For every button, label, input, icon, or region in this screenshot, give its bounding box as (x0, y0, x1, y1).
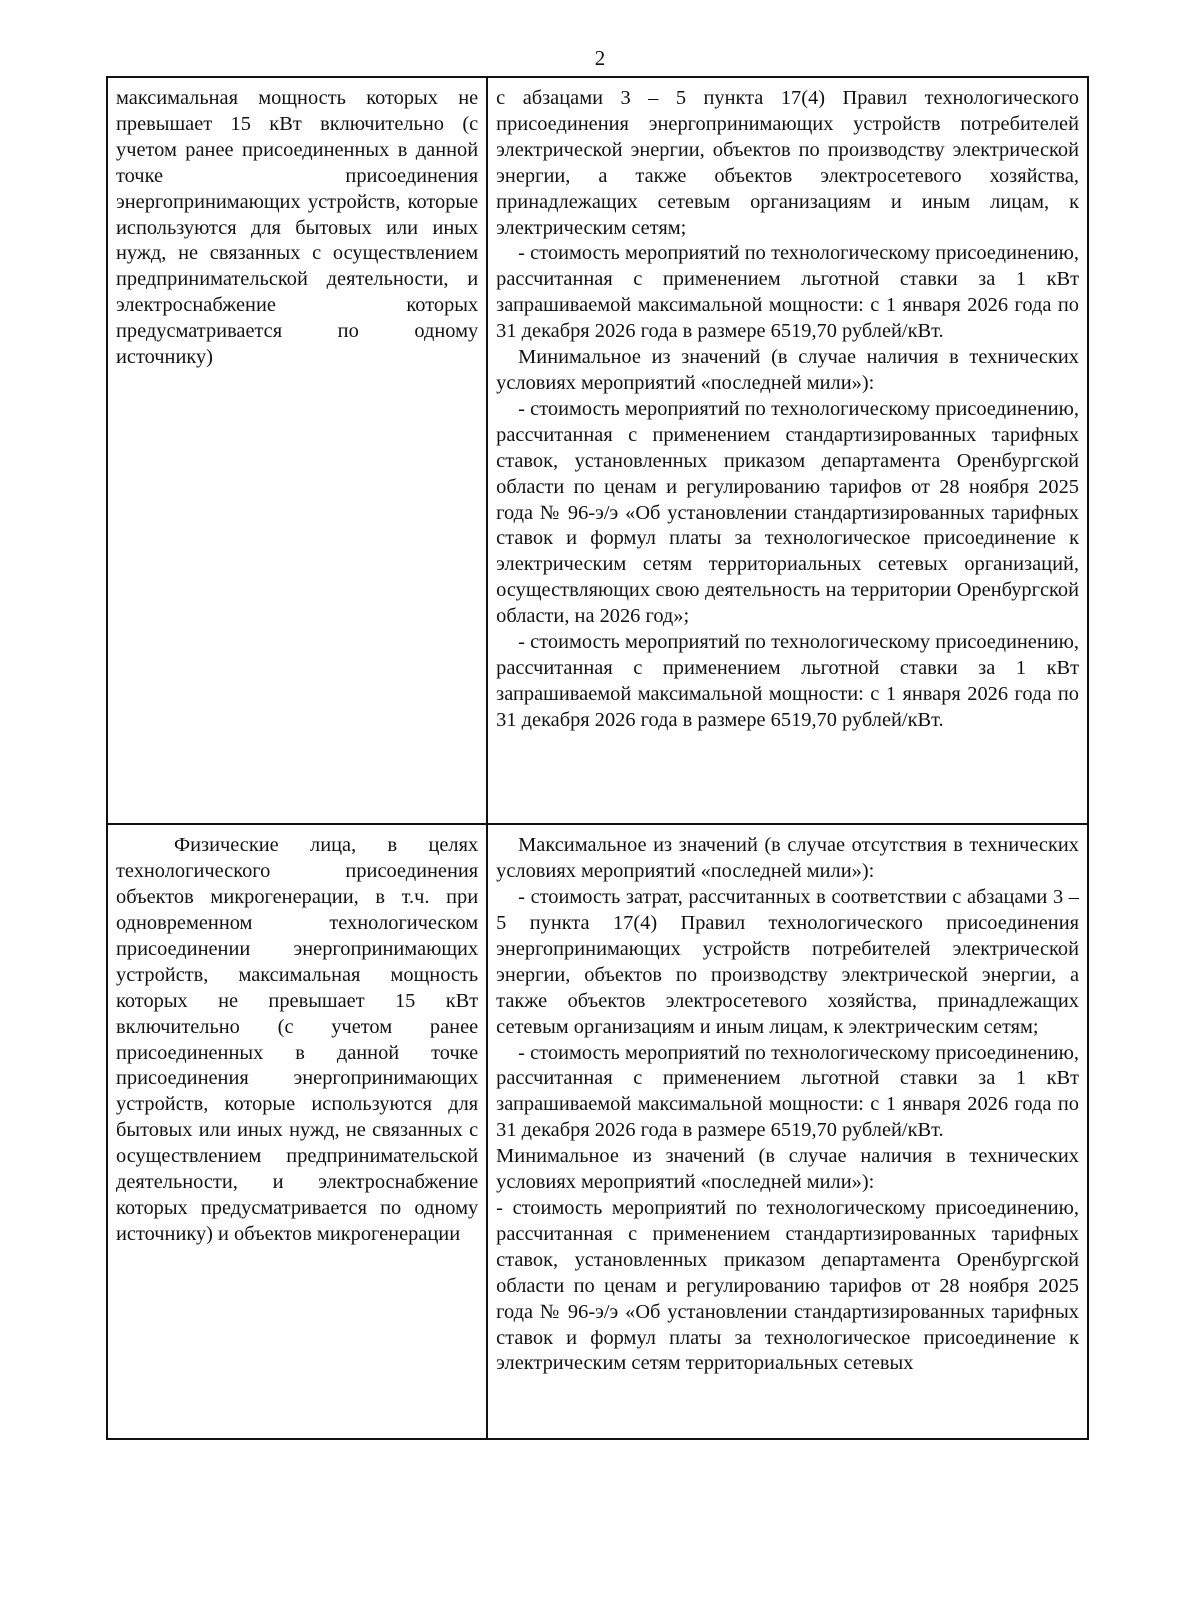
category-cell (107, 77, 487, 824)
cost-paragraph: - стоимость мероприятий по технологическому присоединению, рассчитанная с применением стандартизированных тарифных ставок, установленных приказом департамента Оренбургской области по ценам и регулированию тарифов от 28 ноября 2025 года № 96-э/э «Об установлении стандартизированных тарифных ставок и формул платы за технологическое присоединение к электрическим сетям территориальных сетевых организаций, осуществляющих свою деятельность на территории Оренбургской области, на 2026 год»; (496, 397, 1079, 628)
page-number: 2 (594, 46, 606, 70)
cost-paragraph: - стоимость затрат, рассчитанных в соответствии с абзацами 3 – 5 пункта 17(4) Правил технологического присоединения энергопринимающих устройств потребителей электрической энергии, объектов по производству электрической энергии, а также объектов электросетевого хозяйства, принадлежащих сетевым организациям и иным лицам, к электрическим сетям; (496, 886, 1079, 1038)
cost-paragraph: - стоимость мероприятий по технологическому присоединению, рассчитанная с применением льготной ставки за 1 кВт запрашиваемой максимальной мощности: с 1 января 2026 года по 31 декабря 2026 года в размере 6519,70 рублей/кВт. (496, 1041, 1079, 1142)
cost-paragraph: с абзацами 3 – 5 пункта 17(4) Правил технологического присоединения энергопринимающих устройств потребителей электрической энергии, объектов по производству электрической энергии, а также объектов электросетевого хозяйства, принадлежащих сетевым организациям и иным лицам, к электрическим сетям; (496, 87, 1079, 239)
cost-paragraph: Минимальное из значений (в случае наличия в технических условиях мероприятий «последней мили»): (496, 1145, 1079, 1194)
tariff-table (106, 76, 1089, 1440)
cost-paragraph: Максимальное из значений (в случае отсутствия в технических условиях мероприятий «последней мили»): (496, 834, 1079, 883)
table-row (107, 824, 1088, 1439)
cost-paragraph: - стоимость мероприятий по технологическому присоединению, рассчитанная с применением льготной ставки за 1 кВт запрашиваемой максимальной мощности: с 1 января 2026 года по 31 декабря 2026 года в размере 6519,70 рублей/кВт. (496, 242, 1079, 343)
cost-cell (487, 77, 1088, 824)
category-text: Физические лица, в целях технологического присоединения объектов микрогенерации, в т.ч. при одновременном технологическом присоединении энергопринимающих устройств, максимальная мощность которых не превышает 15 кВт включительно (с учетом ранее присоединенных в данной точке присоединения энергопринимающих устройств, которые используются для бытовых или иных нужд, не связанных с осуществлением предпринимательской деятельности, и электроснабжение которых предусматривается по одному источнику) и объектов микрогенерации (116, 834, 479, 1245)
table-row (107, 77, 1088, 824)
cost-paragraph: - стоимость мероприятий по технологическому присоединению, рассчитанная с применением льготной ставки за 1 кВт запрашиваемой максимальной мощности: с 1 января 2026 года по 31 декабря 2026 года в размере 6519,70 рублей/кВт. (496, 631, 1079, 731)
category-cell (107, 824, 487, 1439)
cost-paragraph: Минимальное из значений (в случае наличия в технических условиях мероприятий «последней мили»): (496, 346, 1079, 394)
cost-paragraph: - стоимость мероприятий по технологическому присоединению, рассчитанная с применением стандартизированных тарифных ставок, установленных приказом департамента Оренбургской области по ценам и регулированию тарифов от 28 ноября 2025 года № 96-э/э «Об установлении стандартизированных тарифных ставок и формул платы за технологическое присоединение к электрическим сетям территориальных сетевых (496, 1196, 1079, 1375)
cost-cell (487, 824, 1088, 1439)
category-text: максимальная мощность которых не превышает 15 кВт включительно (с учетом ранее присоединенных в данной точке присоединения энергопринимающих устройств, которые используются для бытовых или иных нужд, не связанных с осуществлением предпринимательской деятельности, и электроснабжение которых предусматривается по одному источнику) (116, 87, 479, 369)
